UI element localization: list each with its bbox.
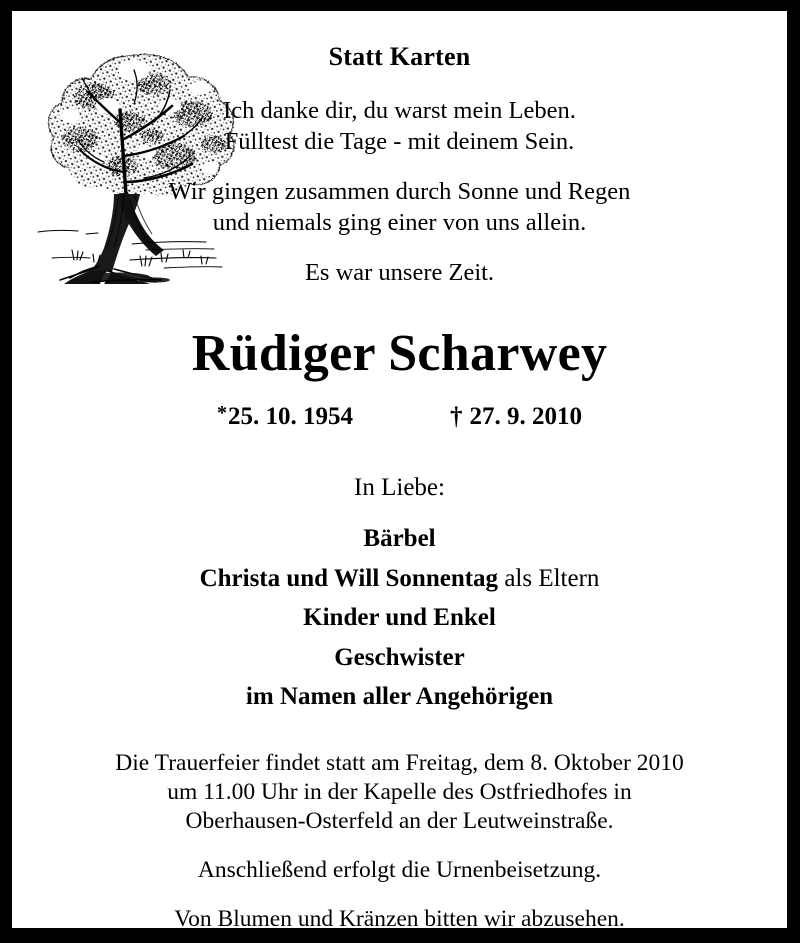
service-line: um 11.00 Uhr in der Kapelle des Ostfriedhofes in <box>167 779 632 805</box>
life-dates <box>12 402 787 431</box>
service-paragraph <box>12 905 787 928</box>
mourner-row <box>12 519 787 559</box>
mourner-row <box>12 677 787 717</box>
service-line: Anschließend erfolgt die Urnenbeisetzung. <box>197 857 602 883</box>
notice-sheet <box>12 11 787 928</box>
asterisk-icon: * <box>217 402 227 424</box>
in-love-label: In Liebe: <box>354 474 445 501</box>
mourner-names: Geschwister <box>334 643 465 671</box>
verse-line: Ich danke dir, du warst mein Leben. <box>223 97 576 124</box>
mourner-names: Bärbel <box>363 525 436 552</box>
death-date-value: 27. 9. 2010 <box>469 403 582 430</box>
verse-stanza <box>12 176 787 238</box>
birth-date-value: 25. 10. 1954 <box>228 403 353 430</box>
verse-stanza <box>12 95 787 157</box>
service-line: Die Trauerfeier findet statt am Freitag, dem 8. Oktober 2010 <box>115 750 684 776</box>
birth-date <box>217 402 353 431</box>
cross-icon: † <box>450 403 463 430</box>
mourner-names: Christa und Will Sonnentag <box>199 564 499 592</box>
verse-line: Fülltest die Tage - mit deinem Sein. <box>224 128 575 155</box>
page-title: Statt Karten <box>328 42 471 71</box>
mourner-row <box>12 598 787 638</box>
service-details <box>12 749 787 928</box>
mourners-list <box>12 519 787 717</box>
death-date <box>450 403 582 431</box>
verse-stanza <box>12 257 787 288</box>
service-line: Oberhausen-Osterfeld an der Leutweinstraße. <box>185 808 614 834</box>
mourner-row <box>12 559 787 599</box>
service-line: Von Blumen und Kränzen bitten wir abzusehen. <box>174 906 625 928</box>
mourner-names: im Namen aller Angehörigen <box>245 683 554 710</box>
mourner-names: Kinder und Enkel <box>303 604 496 631</box>
verse-line: Es war unsere Zeit. <box>304 259 495 286</box>
deceased-name: Rüdiger Scharwey <box>191 325 608 382</box>
memorial-verse <box>12 95 787 288</box>
service-paragraph <box>12 749 787 836</box>
mourner-row <box>12 638 787 678</box>
verse-line: und niemals ging einer von uns allein. <box>212 209 587 236</box>
mourner-relation: als Eltern <box>498 564 600 592</box>
service-paragraph <box>12 856 787 885</box>
verse-line: Wir gingen zusammen durch Sonne und Regen <box>168 178 631 205</box>
